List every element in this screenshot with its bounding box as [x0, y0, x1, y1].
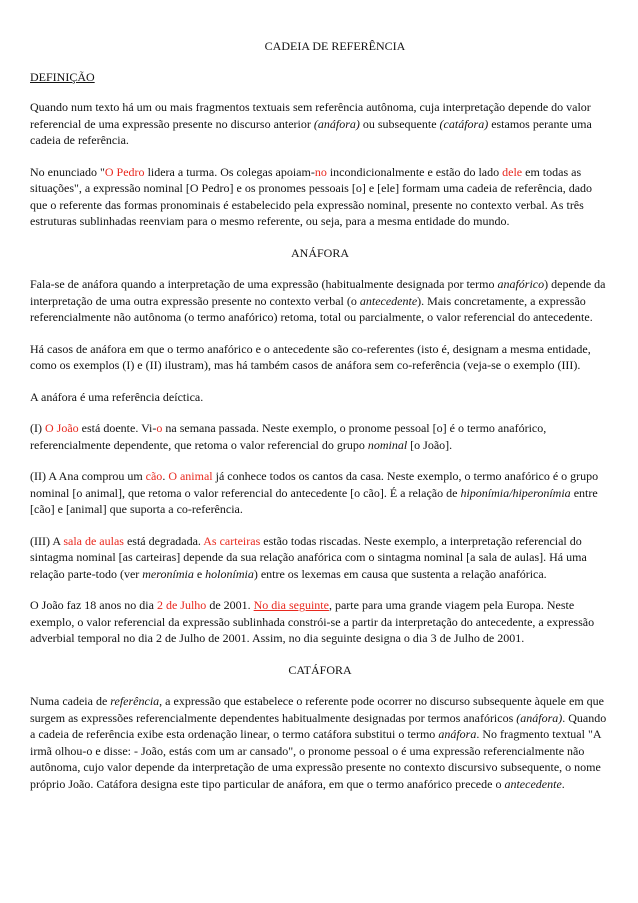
definition-paragraph — [30, 99, 610, 149]
page-title: CADEIA DE REFERÊNCIA — [264, 39, 406, 53]
text-span: ou subsequente — [359, 116, 440, 131]
anafora-heading: ANÁFORA — [290, 245, 349, 260]
highlighted-term: no — [314, 164, 327, 179]
text-span: está doente. Vi- — [78, 421, 157, 435]
text-span: (I) — [30, 421, 45, 435]
text-span: . Quando a cadeia de referência exibe esta ordenação linear, o termo catáfora substitui o termo — [30, 710, 607, 741]
text-span: Numa cadeia de — [30, 694, 111, 708]
text-span: Quando num texto há um ou mais fragmentos textuais sem referência autônoma, cuja interpretação depende do valor referencial de uma expressão presente no discurso anterior — [30, 100, 591, 131]
text-span: e — [193, 566, 206, 581]
anafora-definition-paragraph — [30, 276, 610, 326]
italic-term: antecedente — [504, 776, 562, 791]
definicao-heading: DEFINIÇÃO — [30, 69, 95, 84]
text-span: ). Mais concretamente, a expressão referencialmente não autônoma (o termo anafórico) retoma, total ou parcialmente, o valor referencial do antecedente. — [30, 293, 593, 324]
italic-term: (anáfora) — [516, 710, 563, 725]
italic-term: anáfora — [438, 727, 477, 741]
example-i-paragraph — [30, 420, 610, 453]
document-page — [30, 38, 610, 807]
text-span: de 2001. — [206, 598, 254, 612]
text-span: está degradada. — [123, 533, 204, 548]
example-joao-date-paragraph — [30, 597, 610, 647]
highlighted-term: O João — [45, 421, 79, 435]
italic-term: (catáfora) — [439, 116, 489, 131]
text-span: entre [cão] e [animal] que suporta a co-referência. — [30, 485, 598, 516]
text-span: No enunciado " — [30, 164, 105, 179]
text-span: O João faz 18 anos no dia — [30, 598, 157, 612]
highlighted-term: O Pedro — [104, 164, 145, 179]
italic-term: referência — [110, 694, 160, 708]
text-span: já conhece todos os cantos da casa. Neste exemplo, o termo anafórico é o grupo nominal [o animal], que retoma o valor referencial do antecedente [o cão]. É a relação de — [30, 469, 599, 500]
catafora-heading: CATÁFORA — [288, 662, 352, 677]
text-span: . — [162, 469, 169, 483]
text-span: na semana passada. Neste exemplo, o pronome pessoal [o] é o termo anafórico, referencialmente dependente, que retoma o valor referencial do grupo — [30, 421, 547, 452]
example-iii-paragraph — [30, 533, 610, 583]
anafora-deictic-paragraph: A anáfora é uma referência deíctica. — [30, 389, 204, 404]
highlighted-term: dele — [502, 164, 523, 179]
italic-term: anafórico — [497, 277, 545, 291]
text-span: . No fragmento textual "A irmã olhou-o e disse: - João, estás com um ar cansado", o pronome pessoal o é uma expressão referencialmente não autônoma, cujo valor depende da interpretação de uma expressão presente no contexto discursivo subsequente, o nome próprio João. Catáfora designa este tipo particular de anáfora, em que o termo anafórico precede o — [30, 727, 601, 791]
text-span: (II) A Ana comprou um — [30, 469, 146, 483]
example-pedro-paragraph — [30, 164, 610, 230]
example-ii-paragraph — [30, 468, 610, 518]
text-span: ) depende da interpretação de uma outra expressão presente no contexto verbal (o — [30, 277, 606, 308]
italic-term: antecedente — [359, 293, 418, 308]
text-span: [o João]. — [407, 437, 453, 452]
text-span: , a expressão que estabelece o referente pode ocorrer no discurso subsequente àquele em que surgem as expressões referencialmente dependentes habitualmente designadas por termos anafóricos — [30, 694, 604, 725]
highlighted-term: o — [156, 421, 163, 435]
highlighted-term: 2 de Julho — [156, 598, 207, 612]
text-span: em todas as situações", a expressão nominal [O Pedro] e os pronomes pessoais [o] e [ele] formam uma cadeia de referência, dado que o referente das formas pronominais é estabelecido pela expressão nominal, presente no contexto verbal. As três estruturas sublinhadas reenviam para o mesmo referente, ou seja, para a mesma entidade do mundo. — [30, 164, 593, 228]
highlighted-underlined-term: No dia seguinte — [253, 598, 329, 612]
highlighted-term: cão — [145, 469, 163, 483]
text-span: Fala-se de anáfora quando a interpretação de uma expressão (habitualmente designada por termo — [30, 277, 498, 291]
italic-term: holonímia — [205, 566, 254, 581]
text-span: , parte para uma grande viagem pela Europa. Neste exemplo, o valor referencial da expressão sublinhada constrói-se a partir da interpretação do antecedente, a expressão adverbial temporal no dia 2 de Julho de 2001. Assim, no dia seguinte designa o dia 3 de Julho de 2001. — [30, 598, 595, 645]
text-span: (III) A — [30, 533, 64, 548]
italic-term: nominal — [367, 437, 408, 452]
text-span: estamos perante uma cadeia de referência. — [30, 116, 592, 147]
highlighted-term: As carteiras — [203, 533, 261, 548]
italic-term: meronímia — [142, 566, 194, 581]
text-span: lidera a turma. Os colegas apoiam- — [144, 164, 315, 179]
text-span: incondicionalmente e estão do lado — [326, 164, 503, 179]
catafora-paragraph — [30, 693, 610, 792]
anafora-cases-paragraph: Há casos de anáfora em que o termo anafórico e o antecedente são co-referentes (isto é, designam a mesma entidade, como os exemplos (I) e (II) ilustram), mas há também casos de anáfora sem co-referência (veja-se o exemplo (III). — [30, 341, 591, 372]
italic-term: (anáfora) — [313, 116, 360, 131]
highlighted-term: sala de aulas — [63, 533, 124, 548]
text-span: ) entre os lexemas em causa que sustenta a relação anafórica. — [253, 566, 547, 581]
text-span: . — [561, 776, 565, 791]
text-span: estão todas riscadas. Neste exemplo, a interpretação referencial do sintagma nominal [as carteiras] depende da sua relação anafórica com o sintagma nominal [a sala de aulas]. Há uma relação parte-todo (ver — [30, 533, 587, 581]
highlighted-term: O animal — [168, 469, 213, 483]
italic-term: hiponímia/hiperonímia — [460, 485, 571, 500]
